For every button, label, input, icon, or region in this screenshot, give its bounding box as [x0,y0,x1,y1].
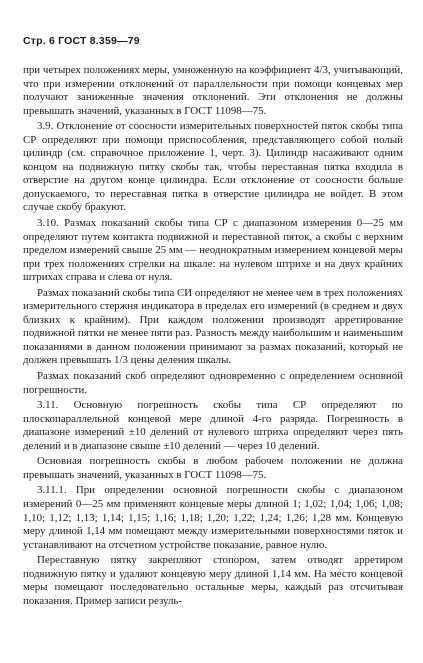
paragraph: Размах показаний скоб определяют одновременно с определением основной погрешности. [23,370,403,396]
paragraph: 3.9. Отклонение от соосности измерительных поверхностей пяток скобы типа СР определяют при помощи приспособления, представляющего собой полый цилиндр (см. справочное приложение 1, черт. 3). Цилиндр насаживают одним концом на подвижную пятку скобы так, чтобы переставная пятка входила в отверстие на другом конце цилиндра. Если отклонение от соосности больше допускаемого, то переставная пятка в отверстие цилиндра не войдет. В этом случае скобу бракуют. [23,120,403,214]
page-header: Стр. 6 ГОСТ 8.359—79 [23,35,140,47]
paragraph: 3.11. Основную погрешность скобы типа СР определяют по плоскопараллельной концевой мере длиной 4-го разряда. Погрешность в диапазоне измерений ±10 делений от нулевого штриха определяют через пять делений и в диапазоне свыше ±10 делений — через 10 делений. [23,399,403,452]
paragraph: при четырех положениях меры, умноженную на коэффициент 4/3, учитывающий, что при измерении отклонений от параллельности при помощи концевых мер получают заниженные значения отклонений. Эти отклонения не должны превышать значений, указанных в ГОСТ 11098—75. [23,64,403,117]
paragraph: Размах показаний скобы типа СИ определяют не менее чем в трех положениях измерительного стержня индикатора в пределах его измерений (в среднем и двух близких к крайним). При каждом положении производят арретирование подвижной пятки не менее пяти раз. Разность между наибольшим и наименьшим показаниями в данном положении принимают за размах показаний, который не должен превышать 1/3 цены деления шкалы. [23,286,403,367]
paragraph: 3.10. Размах показаний скобы типа СР с диапазоном измерения 0—25 мм определяют путем контакта подвижной и переставной пяток, а скобы с верхним пределом измерений свыше 25 мм — неоднократным измерением концевой меры при трех положениях стрелки на шкале: на нулевом штрихе и на двух крайних штрихах справа и слева от нуля. [23,217,403,284]
paragraph: Переставную пятку закрепляют стопором, затем отводят арретиром подвижную пятку и удаляют концевую меру длиной 1,14 мм. На место концевой меры помещают последовательно остальные меры, каждый раз отсчитывая показания. Пример записи резуль- [23,554,403,607]
body-text [23,64,403,610]
paragraph: Основная погрешность скобы в любом рабочем положении не должна превышать значений, указанных в ГОСТ 11098—75. [23,455,403,481]
paragraph: 3.11.1. При определении основной погрешности скобы с диапазоном измерений 0—25 мм применяют концевые меры длиной 1; 1,02; 1,04; 1,06; 1,08; 1,10; 1,12; 1,13; 1,14; 1,15; 1,16; 1,18; 1,20; 1,22; 1,24; 1,26; 1,28 мм. Концевую меру длиной 1,14 мм помещают между измерительными поверхностями пяток и устанавливают на отсчетном устройстве показание, равное нулю. [23,484,403,551]
